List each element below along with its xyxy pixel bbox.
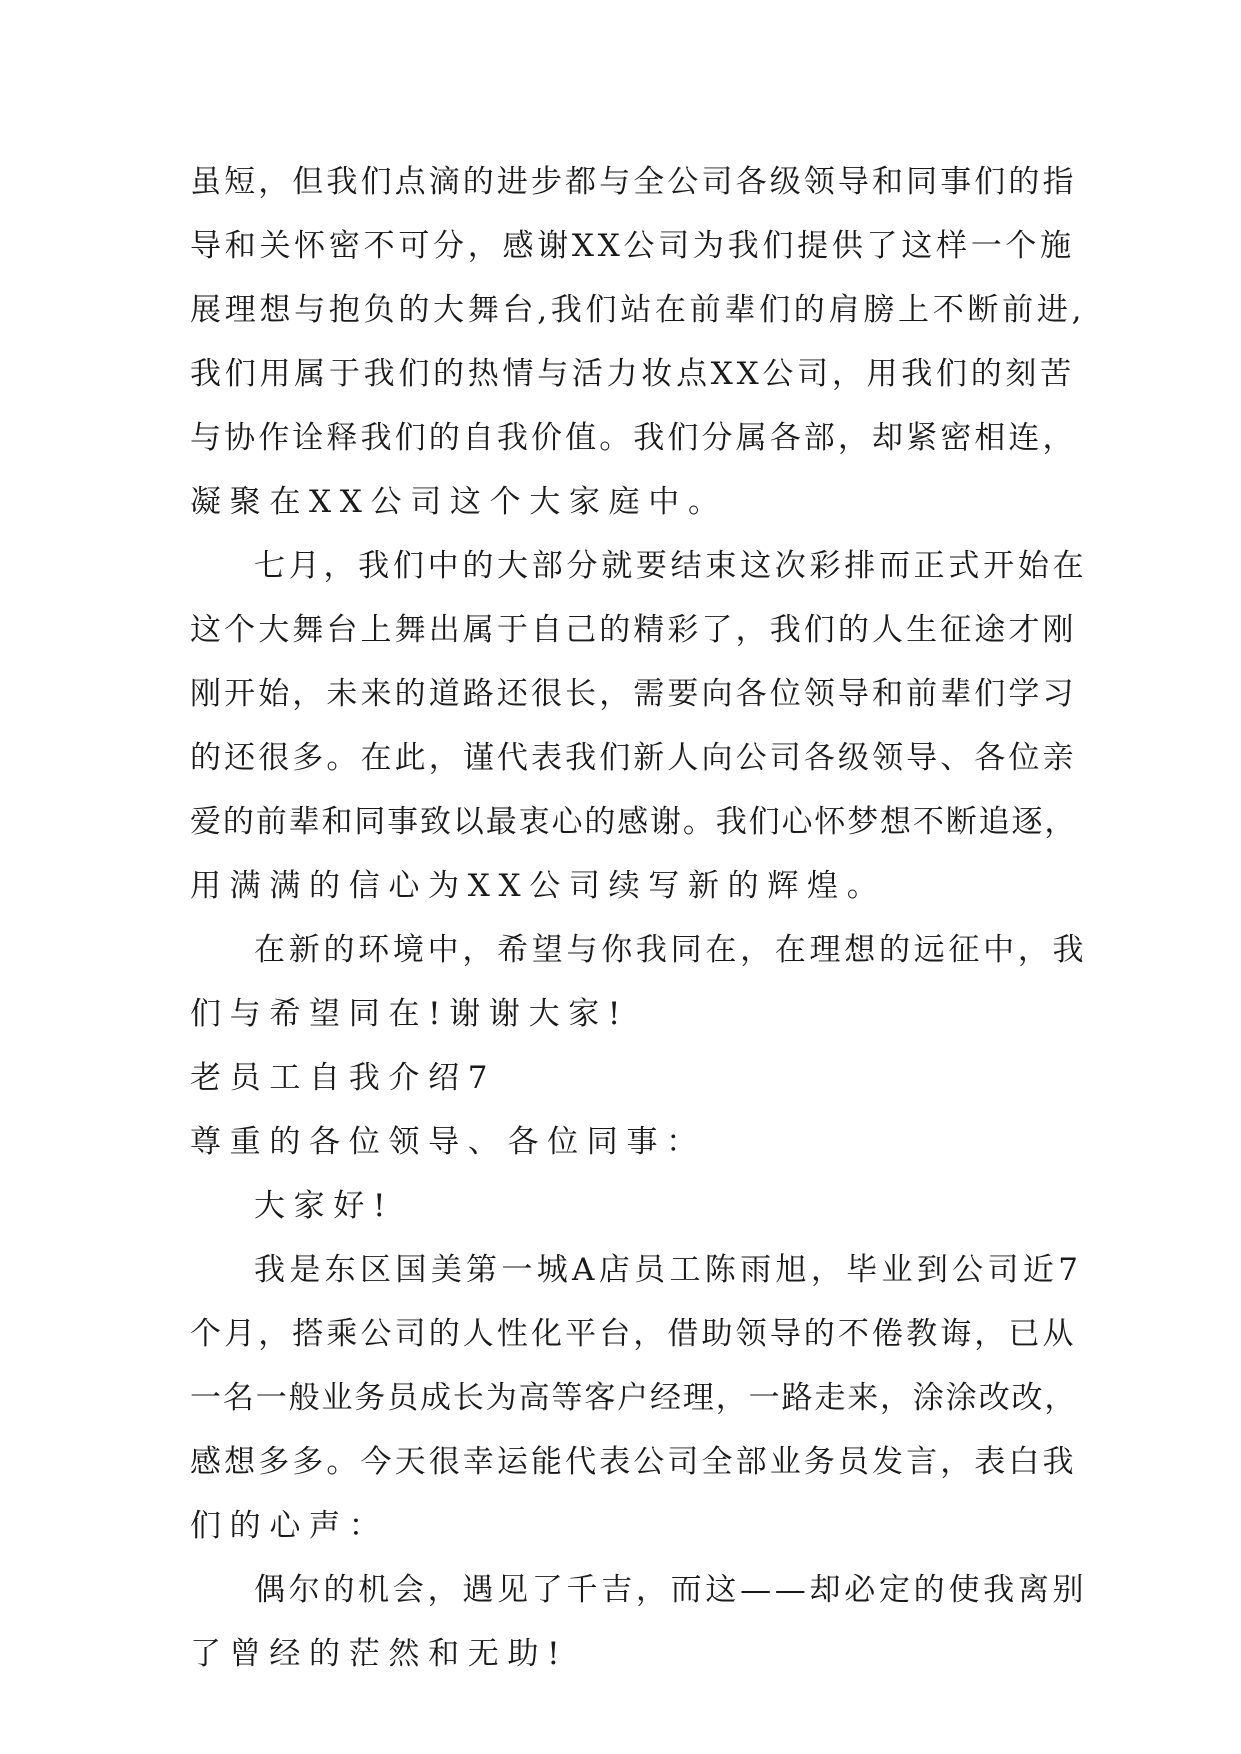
text-line: 虽短，但我们点滴的进步都与全公司各级领导和同事们的指 (190, 164, 1077, 200)
text-line: 老员工自我介绍7 (190, 1060, 497, 1096)
text-line: 们与希望同在!谢谢大家! (190, 996, 630, 1032)
text-line: 展理想与抱负的大舞台,我们站在前辈们的肩膀上不断前进, (190, 292, 1086, 328)
text-line: 偶尔的机会，遇见了千吉，而这——却必定的使我离别 (254, 1572, 1088, 1608)
text-line: 爱的前辈和同事致以最衷心的感谢。我们心怀梦想不断追逐， (190, 804, 1078, 840)
text-line: 七月，我们中的大部分就要结束这次彩排而正式开始在 (254, 548, 1088, 584)
document-body (190, 150, 1090, 1686)
text-line: 我是东区国美第一城A店员工陈雨旭，毕业到公司近7 (254, 1252, 1083, 1288)
text-line: 一名一般业务员成长为高等客户经理，一路走来，涂涂改改， (190, 1380, 1078, 1416)
text-line: 用满满的信心为XX公司续写新的辉煌。 (190, 868, 887, 904)
text-line: 大家好! (254, 1188, 395, 1224)
text-line: 的还很多。在此，谨代表我们新人向公司各级领导、各位亲 (190, 740, 1077, 776)
text-line: 了曾经的茫然和无助! (190, 1636, 569, 1672)
text-line: 这个大舞台上舞出属于自己的精彩了，我们的人生征途才刚 (190, 612, 1077, 648)
text-line: 感想多多。今天很幸运能代表公司全部业务员发言，表白我 (190, 1444, 1077, 1480)
text-line: 与协作诠释我们的自我价值。我们分属各部，却紧密相连， (190, 420, 1077, 456)
text-line: 个月，搭乘公司的人性化平台，借助领导的不倦教诲，已从 (190, 1316, 1077, 1352)
text-line: 凝聚在XX公司这个大家庭中。 (190, 484, 728, 520)
text-line: 在新的环境中，希望与你我同在，在理想的远征中，我 (254, 932, 1088, 968)
text-line: 们的心声： (190, 1508, 389, 1544)
text-line: 刚开始，未来的道路还很长，需要向各位领导和前辈们学习 (190, 676, 1077, 712)
text-line: 尊重的各位领导、各位同事： (190, 1124, 706, 1160)
text-line: 我们用属于我们的热情与活力妆点XX公司，用我们的刻苦 (190, 356, 1075, 392)
text-line: 导和关怀密不可分，感谢XX公司为我们提供了这样一个施 (190, 228, 1075, 264)
